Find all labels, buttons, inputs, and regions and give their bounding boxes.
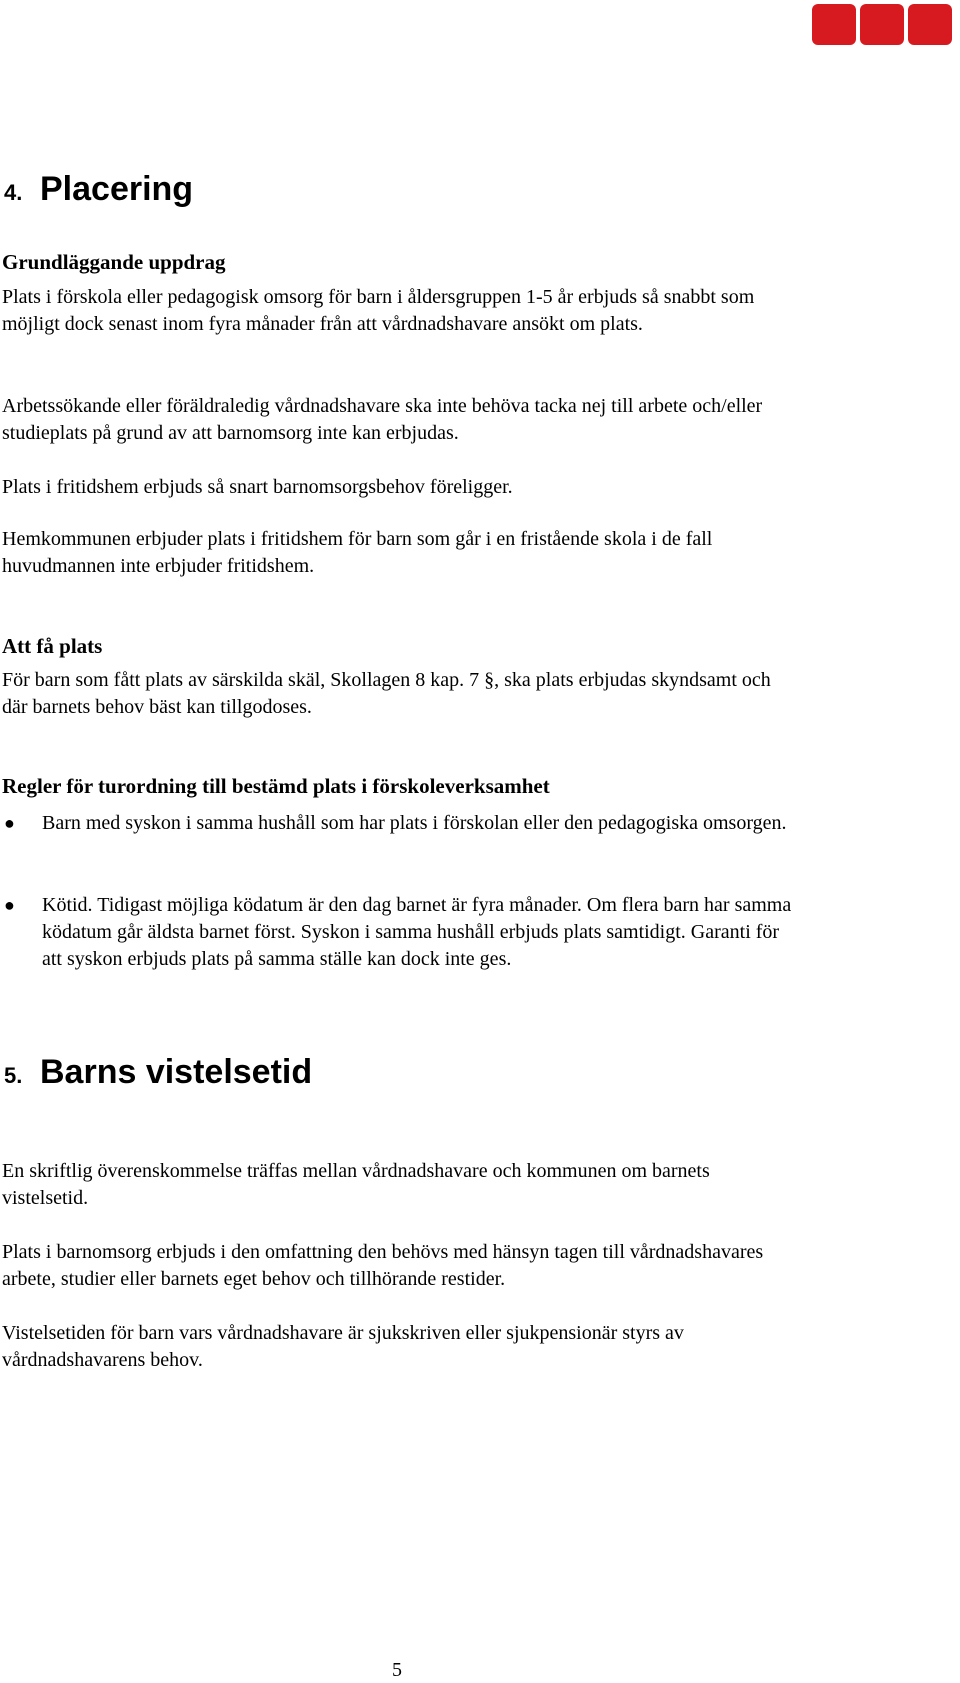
subheading-att-fa-plats: Att få plats [2,634,103,658]
section-number: 5. [4,1063,23,1088]
logo-block-2 [860,4,904,45]
logo-block-3 [908,4,952,45]
section-4-heading [4,170,193,209]
paragraph: En skriftlig överenskommelse träffas mellan vårdnadshavare och kommunen om barnets vistelsetid. [2,1160,710,1209]
logo-block-1 [812,4,856,45]
section-5-heading [4,1053,312,1092]
paragraph: Plats i förskola eller pedagogisk omsorg för barn i åldersgruppen 1-5 år erbjuds så snabbt som möjligt dock senast inom fyra månader från att vårdnadshavare ansökt om plats. [2,286,755,335]
list-item [2,810,792,837]
paragraph: För barn som fått plats av särskilda skäl, Skollagen 8 kap. 7 §, ska plats erbjudas skyndsamt och där barnets behov bäst kan tillgodoses. [2,669,771,718]
list-item [2,892,792,973]
section-title: Barns vistelsetid [40,1053,313,1091]
subheading-regler-turordning: Regler för turordning till bestämd plats i förskoleverksamhet [2,774,550,798]
paragraph: Hemkommunen erbjuder plats i fritidshem för barn som går i en fristående skola i de fall huvudmannen inte erbjuder fritidshem. [2,528,713,577]
section-number: 4. [4,180,23,205]
municipality-logo [812,4,952,45]
bullet-icon: ● [4,813,15,833]
paragraph: Vistelsetiden för barn vars vårdnadshavare är sjukskriven eller sjukpensionär styrs av vårdnadshavarens behov. [2,1322,684,1371]
list-item-text: Barn med syskon i samma hushåll som har plats i förskolan eller den pedagogiska omsorgen. [42,812,787,834]
bullet-icon: ● [4,895,15,915]
paragraph: Plats i fritidshem erbjuds så snart barnomsorgsbehov föreligger. [2,476,513,498]
page-number: 5 [392,1659,402,1681]
paragraph: Plats i barnomsorg erbjuds i den omfattning den behövs med hänsyn tagen till vårdnadshavares arbete, studier eller barnets eget behov och tillhörande restider. [2,1241,764,1290]
section-title: Placering [40,170,194,208]
list-item-text: Kötid. Tidigast möjliga ködatum är den dag barnet är fyra månader. Om flera barn har samma ködatum går äldsta barnet först. Syskon i samma hushåll erbjuds plats samtidigt. Garanti för att syskon erbjuds plats på samma ställe kan dock inte ges. [42,894,792,970]
paragraph: Arbetssökande eller föräldraledig vårdnadshavare ska inte behöva tacka nej till arbete och/eller studieplats på grund av att barnomsorg inte kan erbjudas. [2,395,763,444]
subheading-grundlaggande-uppdrag: Grundläggande uppdrag [2,250,226,274]
